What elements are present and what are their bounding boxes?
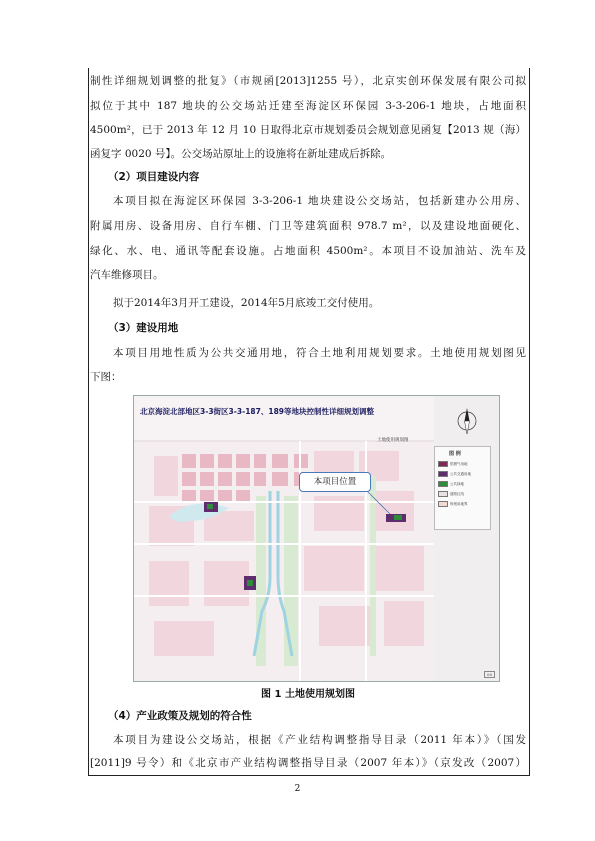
sheet-number: 06: [484, 671, 495, 678]
legend-swatch: [438, 491, 448, 497]
legend-item: 规划用地界: [438, 501, 488, 508]
body-line-1: 制性详细规划调整的批复》（市规函[2013]1255 号），北京实创环保发展有限公司拟: [90, 75, 526, 87]
page-number: 2: [294, 784, 301, 794]
body-line-4: 函复字 0020 号】。公交场站原址上的设施将在新址建成后拆除。: [90, 148, 392, 160]
project-location-callout: 本项目位置: [299, 472, 371, 492]
section4-line-1: 本项目为建设公交场站，根据《产业结构调整指导目录（2011 年本）》（国发: [113, 734, 526, 746]
figure-caption: 图 1 土地使用规划图: [261, 689, 355, 700]
section2-line-4: 汽车维修项目。: [90, 269, 164, 281]
schedule-line: 拟于2014年3月开工建设，2014年5月底竣工交付使用。: [113, 297, 380, 309]
legend-title: 图 例: [449, 451, 461, 457]
section2-line-1: 本项目拟在海淀区环保园 3-3-206-1 地块建设公交场站，包括新建办公用房、: [113, 195, 526, 207]
section4-heading: （4）产业政策及规划的符合性: [108, 710, 252, 722]
legend-item: 公共绿地: [438, 481, 488, 488]
map-legend: [434, 446, 491, 530]
legend-item: 供燃气用地: [438, 461, 488, 468]
map-title: 北京海淀北部地区3-3街区3-3-187、189等地块控制性详细规划调整: [140, 407, 375, 416]
section2-line-3: 绿化、水、电、通讯等配套设施。占地面积 4500m²。本项目不设加油站、洗车及: [90, 245, 526, 257]
legend-swatch: [438, 481, 448, 487]
body-line-2: 拟位于其中 187 地块的公交场站迁建至海淀区环保园 3-3-206-1 地块，占地面积: [90, 100, 526, 112]
body-line-3: 4500m²，已于 2013 年 12 月 10 日取得北京市规划委员会规划意见函复【2013 规（海）: [90, 124, 526, 136]
section3-line-1: 本项目用地性质为公共交通用地，符合土地利用规划要求。土地使用规划图见: [113, 347, 526, 359]
section3-line-2: 下图：: [90, 371, 122, 383]
legend-item: 公共交通用地: [438, 471, 488, 478]
section2-line-2: 附属用房、设备用房、自行车棚、门卫等建筑面积 978.7 m²，以及建设地面硬化、: [90, 220, 526, 232]
land-use-map: [133, 395, 500, 682]
map-subtitle: 土地使用规划图: [377, 438, 409, 443]
legend-swatch: [438, 471, 448, 477]
legend-swatch: [438, 501, 448, 507]
map-drawing: [134, 396, 499, 681]
section4-line-2: [2011]9 号令）和《北京市产业结构调整指导目录（2007 年本）》（京发改（2007）: [90, 757, 526, 769]
legend-item: 道路红线: [438, 491, 488, 498]
section2-heading: （2）项目建设内容: [108, 171, 200, 183]
legend-swatch: [438, 461, 448, 467]
section3-heading: （3）建设用地: [108, 322, 179, 334]
